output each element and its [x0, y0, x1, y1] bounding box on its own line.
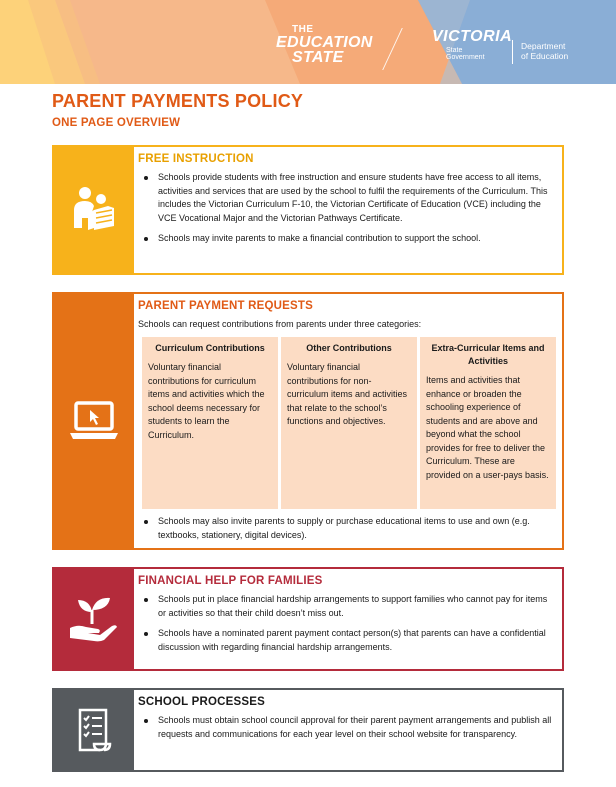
vic-logo-name: VICTORIA [432, 28, 513, 45]
category-extra-curricular [420, 337, 556, 509]
category-name: Extra-Curricular Items and Activities [431, 343, 545, 366]
page-subtitle: ONE PAGE OVERVIEW [52, 117, 181, 129]
page-title: PARENT PAYMENTS POLICY [52, 91, 304, 111]
vic-logo-sub2: Government [446, 54, 485, 61]
victoria-logo [432, 29, 512, 61]
laptop-icon [68, 399, 120, 443]
bullet-list [138, 593, 556, 654]
dept-line2: of Education [521, 51, 569, 61]
section-icon-panel [54, 569, 134, 669]
category-curriculum [142, 337, 278, 509]
section-financial-help [52, 567, 564, 671]
section-title: PARENT PAYMENT REQUESTS [138, 300, 313, 312]
education-state-logo [276, 25, 373, 65]
section-title: FINANCIAL HELP FOR FAMILIES [138, 575, 323, 587]
section-parent-payment-requests [52, 292, 564, 550]
list-item: Schools put in place financial hardship arrangements to support families who cannot pay for items or activities so that their child doesn’t miss out. [138, 593, 556, 620]
category-description: Voluntary financial contributions for non-curriculum items and activities that relate to the school’s functions and objectives. [287, 362, 408, 426]
section-content [138, 300, 556, 549]
edu-logo-line2: EDUCATION [276, 34, 373, 51]
list-item: Schools may invite parents to make a financial contribution to support the school. [138, 232, 556, 246]
section-intro: Schools can request contributions from parents under three categories: [138, 319, 422, 329]
section-title: FREE INSTRUCTION [138, 153, 254, 165]
bullet-list [138, 515, 556, 542]
list-item: Schools provide students with free instruction and ensure students have free access to all items, activities and services that are used by the school to fulfil the requirements of the Curriculum. This includes the Victorian Curriculum F-10, the Victorian Certificate of Education (VCE) including the VCE Vocational Major and the Victorian Pathways Certificate. [138, 171, 556, 225]
contribution-categories [142, 337, 556, 509]
bullet-list [138, 171, 556, 246]
section-title: SCHOOL PROCESSES [138, 696, 265, 708]
department-label [521, 41, 568, 61]
section-content [138, 696, 556, 748]
reading-parent-child-icon [68, 184, 120, 236]
section-icon-panel [54, 294, 134, 548]
edu-logo-line1: THE [292, 24, 314, 35]
section-icon-panel [54, 147, 134, 273]
section-free-instruction [52, 145, 564, 275]
dept-divider [512, 40, 513, 64]
header-banner [0, 0, 616, 84]
checklist-document-icon [74, 707, 114, 753]
section-content [138, 575, 556, 661]
bullet-list [138, 714, 556, 741]
category-description: Voluntary financial contributions for curriculum items and activities which the school deems necessary for students to learn the Curriculum. [148, 362, 265, 440]
category-description: Items and activities that enhance or broaden the schooling experience of students and are above and beyond what the school provides for free to deliver the Curriculum. These are provided on a user-pays basis. [426, 375, 549, 480]
category-name: Other Contributions [306, 343, 392, 353]
hand-plant-icon [68, 594, 120, 644]
section-content [138, 153, 556, 253]
section-school-processes [52, 688, 564, 772]
dept-line1: Department [521, 41, 566, 51]
list-item: Schools may also invite parents to supply or purchase educational items to use and own (e.g. textbooks, stationery, digital devices). [138, 515, 556, 542]
category-name: Curriculum Contributions [155, 343, 265, 353]
list-item: Schools have a nominated parent payment contact person(s) that parents can have a confidential discussion with regarding financial hardship arrangements. [138, 627, 556, 654]
category-other [281, 337, 417, 509]
section-icon-panel [54, 690, 134, 770]
list-item: Schools must obtain school council approval for their parent payment arrangements and publish all requests and communications for each year level on their school website for transparency. [138, 714, 556, 741]
edu-logo-line3: STATE [292, 49, 344, 66]
vic-logo-sub1: State [446, 47, 463, 54]
